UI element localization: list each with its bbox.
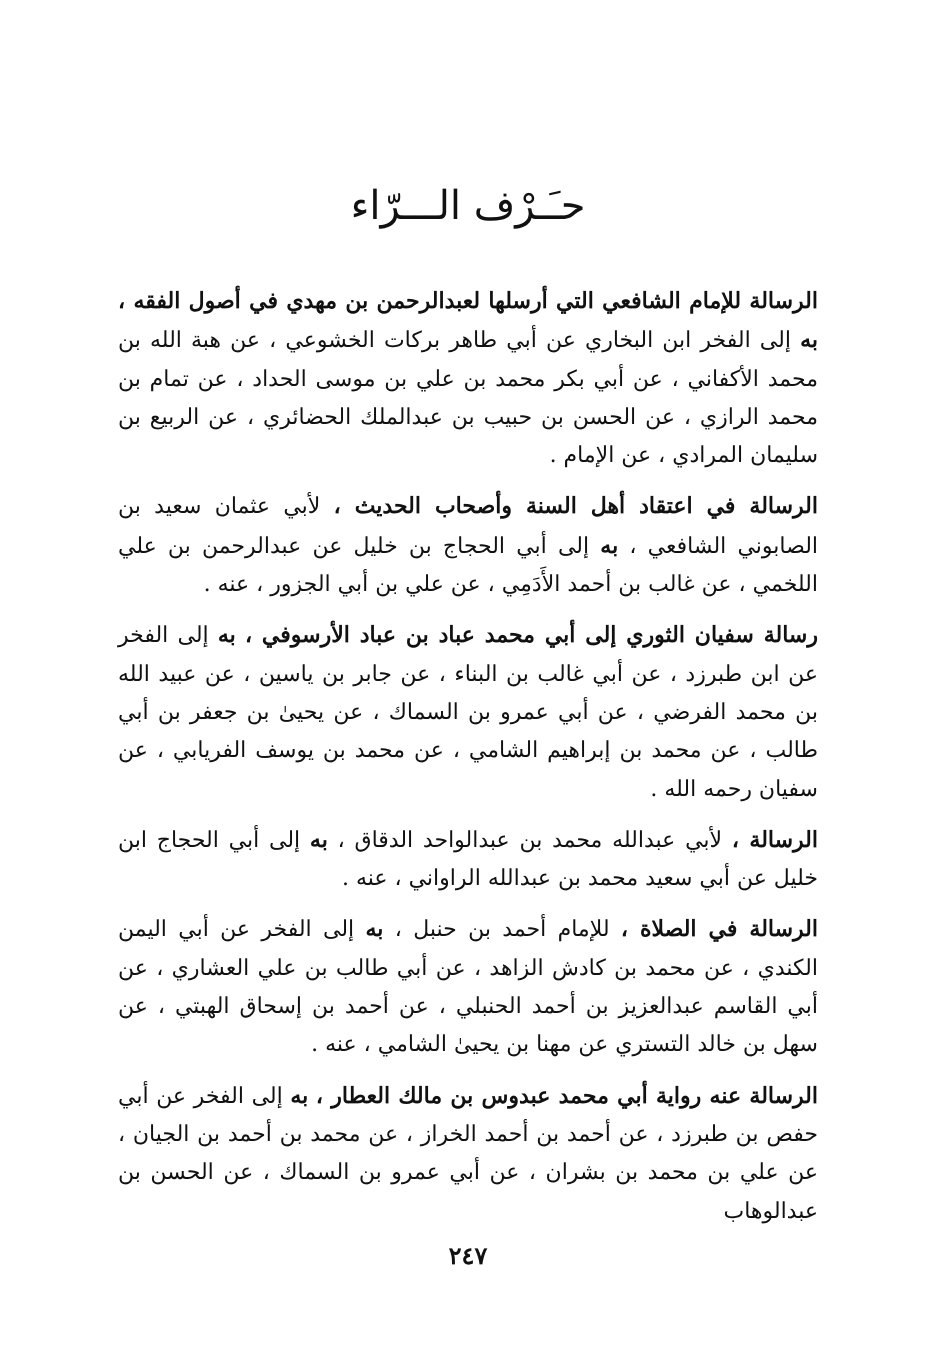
entries-list	[118, 282, 818, 1243]
entry-title: الرسالة في الصلاة ،	[620, 916, 818, 943]
entry-title: الرسالة ،	[731, 826, 819, 853]
entry-author: لأبي عثمان سعيد بن الصابوني الشافعي ،	[118, 494, 819, 559]
entry-marker: به	[600, 532, 619, 559]
entry-author: لأبي عبدالله محمد بن عبدالواحد الدقاق ،	[337, 827, 723, 853]
entry-5	[118, 910, 818, 1064]
entry-marker: به	[217, 622, 236, 649]
entry-chain: إلى أبي الحجاج ابن خليل عن أبي سعيد محمد بن عبدالله الراواني ، عنه .	[118, 827, 818, 892]
entry-title: الرسالة للإمام الشافعي التي أرسلها لعبدالرحمن بن مهدي في أصول الفقه ،	[118, 288, 818, 314]
entry-marker: به	[800, 327, 818, 354]
entry-chain: إلى الفخر عن أبي اليمن الكندي ، عن محمد بن كادش الزاهد ، عن أبي طالب بن علي العشاري ، عن أبي القاسم عبدالعزيز بن أحمد الحنبلي ، عن أحمد بن إسحاق الهبتي ، عن سهل بن خالد التستري عن مهنا بن يحيىٰ الشامي ، عنه .	[118, 917, 818, 1058]
entry-chain: إلى الفخر ابن البخاري عن أبي طاهر بركات الخشوعي ، عن هبة الله بن محمد الأكفاني ، عن أبي بكر محمد بن علي بن موسى الحداد ، عن تمام بن محمد الرازي ، عن الحسن بن حبيب بن عبدالملك الحضائري ، عن الربيع بن سليمان المرادي ، عن الإمام .	[118, 328, 818, 469]
entry-1	[118, 282, 818, 475]
entry-marker: به	[290, 1082, 309, 1109]
entry-chain: إلى الفخر عن ابن طبرزد ، عن أبي غالب بن البناء ، عن جابر بن ياسين ، عن عبيد الله بن محمد الفرضي ، عن أبي عمرو بن السماك ، عن يحيىٰ بن جعفر بن أبي طالب ، عن محمد بن إبراهيم الشامي ، عن محمد بن يوسف الفريابي ، عن سفيان رحمه الله .	[118, 623, 818, 802]
entry-chain: إلى الفخر عن أبي حفص بن طبرزد ، عن أحمد بن أحمد الخراز ، عن محمد بن أحمد بن الجيان ، عن علي بن محمد بن بشران ، عن أبي عمرو بن السماك ، عن الحسن بن عبدالوهاب	[118, 1083, 818, 1224]
entry-author: للإمام أحمد بن حنبل ،	[394, 917, 610, 943]
book-page	[118, 0, 818, 1371]
entry-marker: به	[365, 916, 384, 943]
entry-6	[118, 1077, 818, 1231]
page-number: ٢٤٧	[448, 1241, 488, 1270]
entry-4	[118, 821, 818, 899]
entry-chain: إلى أبي الحجاج بن خليل عن عبدالرحمن بن علي اللخمي ، عن غالب بن أحمد الأَدَمِي ، عن علي بن أبي الجزور ، عنه .	[118, 533, 818, 598]
chapter-title: حـَـرْف الـــرّاء	[350, 183, 586, 229]
entry-marker: به	[309, 826, 328, 853]
entry-title: الرسالة عنه رواية أبي محمد عبدوس بن مالك العطار ،	[315, 1082, 818, 1109]
entry-title: رسالة سفيان الثوري إلى أبي محمد عباد بن عباد الأرسوفي ،	[244, 622, 818, 649]
entry-title: الرسالة في اعتقاد أهل السنة وأصحاب الحديث ،	[333, 493, 818, 520]
entry-2	[118, 487, 818, 604]
entry-3	[118, 616, 818, 808]
